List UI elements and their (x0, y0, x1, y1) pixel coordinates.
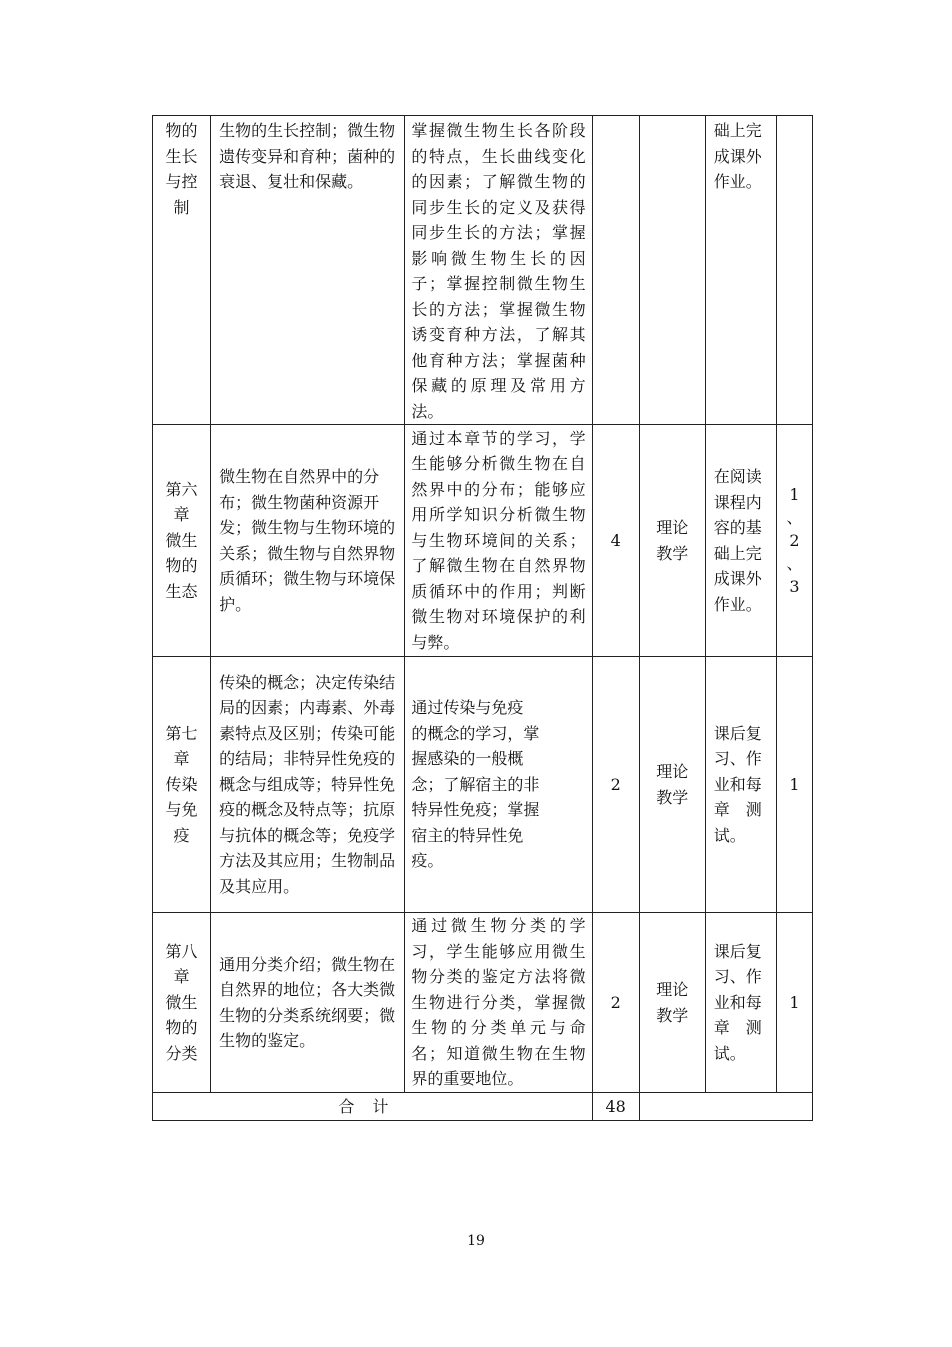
hours-cell: 2 (592, 657, 639, 913)
method-cell: 理论 教学 (639, 425, 705, 657)
objectives-cell: 掌握微生物生长各阶段的特点，生长曲线变化的因素；了解微生物的同步生长的定义及获得同步生长的方法；掌握影响微生物生长的因子；掌握控制微生物生长的方法；掌握微生物诱变育种方法，了解其他育种方法；掌握菌种保藏的原理及常用方法。 (405, 116, 592, 425)
total-label: 合计 (153, 1093, 593, 1121)
method-cell (639, 116, 705, 425)
page-number: 19 (467, 1233, 485, 1249)
method-cell: 理论 教学 (639, 657, 705, 913)
goal-cell (776, 116, 812, 425)
total-empty-cell (639, 1093, 812, 1121)
syllabus-table (152, 115, 813, 1121)
content-cell: 微生物在自然界中的分布；微生物菌种资源开发；微生物与生物环境的关系；微生物与自然界物质循环；微生物与环境保护。 (211, 425, 405, 657)
content-cell: 通用分类介绍；微生物在自然界的地位；各大类微生物的分类系统纲要；微生物的鉴定。 (211, 913, 405, 1093)
goal-cell: 1 (776, 913, 812, 1093)
chapter-cell: 物的 生长 与控 制 (153, 116, 211, 425)
content-cell: 生物的生长控制；微生物遗传变异和育种；菌种的衰退、复壮和保藏。 (211, 116, 405, 425)
hours-cell: 4 (592, 425, 639, 657)
chapter-cell: 第七 章 传染 与免 疫 (153, 657, 211, 913)
objectives-cell: 通过传染与免疫 的概念的学习，掌 握感染的一般概 念；了解宿主的非 特异性免疫；掌握 宿主的特异性免 疫。 (405, 657, 592, 913)
goal-cell: 1 、 2 、 3 (776, 425, 812, 657)
hours-cell (592, 116, 639, 425)
table-row (153, 116, 813, 425)
total-hours: 48 (592, 1093, 639, 1121)
objectives-cell: 通过本章节的学习，学生能够分析微生物在自然界中的分布；能够应用所学知识分析微生物与生物环境间的关系；了解微生物在自然界物质循环中的作用；判断微生物对环境保护的利与弊。 (405, 425, 592, 657)
method-cell: 理论 教学 (639, 913, 705, 1093)
goal-cell: 1 (776, 657, 812, 913)
objectives-cell: 通过微生物分类的学习，学生能够应用微生物分类的鉴定方法将微生物进行分类，掌握微生物的分类单元与命名；知道微生物在生物界的重要地位。 (405, 913, 592, 1093)
assignment-cell: 课后复 习、作 业和每 章 测 试。 (705, 913, 776, 1093)
hours-cell: 2 (592, 913, 639, 1093)
table-row (153, 657, 813, 913)
chapter-cell: 第八 章 微生 物的 分类 (153, 913, 211, 1093)
content-cell: 传染的概念；决定传染结局的因素；内毒素、外毒素特点及区别；传染可能的结局；非特异性免疫的概念与组成等；特异性免疫的概念及特点等；抗原与抗体的概念等；免疫学方法及其应用；生物制品及其应用。 (211, 657, 405, 913)
table-row (153, 913, 813, 1093)
assignment-cell: 础上完 成课外 作业。 (705, 116, 776, 425)
assignment-cell: 在阅读 课程内 容的基 础上完 成课外 作业。 (705, 425, 776, 657)
table-row (153, 425, 813, 657)
total-row (153, 1093, 813, 1121)
assignment-cell: 课后复 习、作 业和每 章 测 试。 (705, 657, 776, 913)
chapter-cell: 第六 章 微生 物的 生态 (153, 425, 211, 657)
